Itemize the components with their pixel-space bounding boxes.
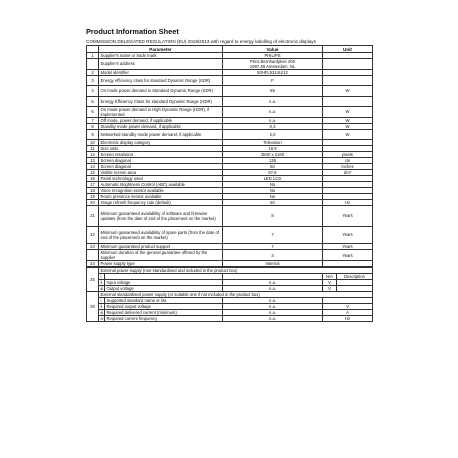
row-roman: ii (99, 279, 105, 285)
row-parameter: On mode power demand in High Dynamic Range (HDR), if implemented (99, 106, 223, 117)
row-value: 50HFL5214U/12 (223, 69, 323, 75)
row-parameter: Required delivered current (minimum) (105, 310, 223, 316)
row-value: No (223, 182, 323, 188)
row-unit: V (323, 285, 337, 291)
row-value: 3 (223, 250, 323, 261)
row-parameter: Supplier's name or trade mark (99, 52, 223, 58)
row-number: 12 (87, 152, 99, 158)
row-unit: W (323, 117, 373, 123)
row-unit: cm (323, 158, 373, 164)
row-parameter: Screen diagonal (99, 158, 223, 164)
row-parameter: Voice recognition sensor available (99, 188, 223, 194)
row-value: 16:9 (223, 146, 323, 152)
product-information-sheet (86, 27, 372, 322)
row-unit: Hz (323, 200, 373, 206)
table-row (87, 250, 373, 261)
row-value: 50 (223, 164, 323, 170)
row-value: 2,0 (223, 129, 323, 139)
row-number: 24 (87, 261, 99, 267)
header-value: Value (223, 46, 323, 53)
row-roman: ii (99, 304, 105, 310)
header-parameter: Parameter (99, 46, 223, 53)
row-value: 7 (223, 226, 323, 244)
row-parameter: Energy efficiency class for standard Dynamic Range (SDR) (99, 75, 223, 85)
ext-power-title: External power supply (non-standardised and included in the product box) (99, 267, 373, 273)
row-number: 14 (87, 164, 99, 170)
row-number (87, 58, 99, 69)
row-parameter: Size ratio (99, 146, 223, 152)
header-description: Description (337, 273, 373, 279)
row-number: 25 (87, 267, 99, 291)
row-unit: Inches (323, 164, 373, 170)
row-unit (323, 96, 373, 106)
row-number: 3 (87, 75, 99, 85)
row-number: 7 (87, 117, 99, 123)
row-parameter: Image refresh frequency rate (default) (99, 200, 223, 206)
row-unit (323, 75, 373, 85)
standardised-power-supply-table (86, 291, 373, 322)
row-value: 126 (223, 158, 323, 164)
row-value: n.a. (223, 285, 323, 291)
table-row (87, 129, 373, 139)
row-parameter: Required current frequency (105, 316, 223, 322)
row-roman: iii (100, 285, 104, 291)
row-unit: Years (323, 244, 373, 250)
table-row (87, 316, 373, 322)
row-parameter: Screen diagonal (99, 164, 223, 170)
row-number: 9 (87, 129, 99, 139)
row-number: 20 (87, 200, 99, 206)
row-number: 26 (87, 292, 99, 322)
row-value: Television (223, 140, 323, 146)
row-number: 16 (87, 176, 99, 182)
row-value: n.a. (223, 279, 323, 285)
row-unit: Years (323, 250, 373, 261)
row-value: 3840 x 2160 (223, 152, 323, 158)
row-value: 67,6 (223, 170, 323, 176)
row-parameter: Energy Efficiency Class for standard Dynamic Range (HDR) (99, 96, 223, 106)
row-number: 19 (87, 194, 99, 200)
table-row (87, 206, 373, 227)
row-number (87, 250, 99, 261)
row-parameter: Panel technology used (99, 176, 223, 182)
row-parameter: Off mode, power demand, if applicable (99, 117, 223, 123)
row-parameter: Input voltage (105, 279, 223, 285)
row-number: 4 (87, 86, 99, 96)
row-number: 2 (87, 69, 99, 75)
table-row (87, 58, 373, 69)
row-value: n.a. (223, 96, 323, 106)
row-unit: pixels (323, 152, 373, 158)
row-parameter: Required output voltage (105, 304, 223, 310)
row-unit: V (323, 304, 373, 310)
row-number: 21 (87, 206, 99, 227)
row-value: F (223, 75, 323, 85)
row-parameter: Screen resolution (99, 152, 223, 158)
row-value: No (223, 194, 323, 200)
row-value: 65 (223, 86, 323, 96)
row-roman: iv (100, 316, 104, 322)
row-parameter: Standby mode power demand, if applicable (99, 123, 223, 129)
row-value: n.a. (223, 298, 323, 304)
regulation-subtitle: COMMISSION DELEGATED REGULATION (EU) 2019/2013 with regard to energy labelling of electronic displays (86, 39, 316, 44)
standard-power-title: External standardised power supply (or suitable one if not included in the product box) (99, 292, 373, 298)
row-value: PHILIPS (223, 52, 323, 58)
row-parameter: Minimum guaranteed availability of software and firmware updates (from the date of end of the placement on the market) (99, 206, 223, 227)
row-parameter: Minimum guaranteed availability of spare parts (from the date of end of the placement on the market) (99, 226, 223, 244)
row-unit: dm² (323, 170, 373, 176)
row-unit: W (323, 123, 373, 129)
table-row (87, 106, 373, 117)
row-unit: Years (323, 206, 373, 227)
row-number: 6 (87, 106, 99, 117)
parameter-rows (87, 52, 373, 266)
row-number: 5 (87, 96, 99, 106)
table-row (87, 226, 373, 244)
row-number: 11 (87, 146, 99, 152)
row-parameter: Supplier's address (99, 58, 223, 69)
row-parameter: Networked standby mode power demand, if applicable (99, 129, 223, 139)
row-value: 7 (223, 244, 323, 250)
row-number: 1 (87, 52, 99, 58)
row-unit: W (323, 129, 373, 139)
row-roman: i (99, 273, 105, 279)
row-value: Prins Bernhardplein 200 1097 JB Amsterdam, NL (223, 58, 323, 69)
row-unit: W (323, 106, 373, 117)
row-value: n.a. (223, 117, 323, 123)
external-power-supply-table (86, 267, 373, 292)
row-value: 8 (223, 206, 323, 227)
row-roman: i (99, 298, 105, 304)
header-na: N/A (323, 273, 337, 279)
row-parameter: Power supply type (99, 261, 223, 267)
row-value: n.a. (223, 310, 323, 316)
row-parameter: On mode power demand in Standard Dynamic Range (SDR) (99, 86, 223, 96)
row-parameter: Supported standard name or list (105, 298, 223, 304)
row-value: Internal (223, 261, 323, 267)
table-row (87, 86, 373, 96)
row-number: 18 (87, 188, 99, 194)
row-parameter: Visible screen area (99, 170, 223, 176)
row-parameter: Output voltage (105, 285, 223, 291)
row-number: 17 (87, 182, 99, 188)
row-unit: V (323, 279, 337, 285)
row-value: 50 (223, 200, 323, 206)
row-number: 13 (87, 158, 99, 164)
sheet-title: Product Information Sheet (86, 27, 179, 36)
row-parameter: Minimum guaranteed product support (99, 244, 223, 250)
row-parameter: Minimum duration of the general guarantee offered by the supplier (99, 250, 223, 261)
parameter-table (86, 45, 373, 267)
header-unit: Unit (323, 46, 373, 53)
row-value: n.a. (223, 304, 323, 310)
row-unit: Years (323, 226, 373, 244)
row-unit: W (323, 86, 373, 96)
row-unit: Hz (323, 316, 373, 322)
table-row (87, 75, 373, 85)
row-number: 8 (87, 123, 99, 129)
row-number: 22 (87, 226, 99, 244)
row-parameter: Model identifier (99, 69, 223, 75)
table-row (87, 96, 373, 106)
row-roman: iii (100, 310, 104, 316)
row-number: 23 (87, 244, 99, 250)
row-unit: A (323, 310, 373, 316)
row-value: No (223, 188, 323, 194)
row-number: 10 (87, 140, 99, 146)
row-unit (323, 58, 373, 69)
row-number: 15 (87, 170, 99, 176)
row-value: n.a. (223, 106, 323, 117)
row-parameter: Room presence sensor available (99, 194, 223, 200)
row-parameter: Electronic display category (99, 140, 223, 146)
row-value: 0,3 (223, 123, 323, 129)
row-parameter: Automatic Brightness Control (ABC) available (99, 182, 223, 188)
row-value: LED LCD (223, 176, 323, 182)
row-value: n.a. (223, 316, 323, 322)
